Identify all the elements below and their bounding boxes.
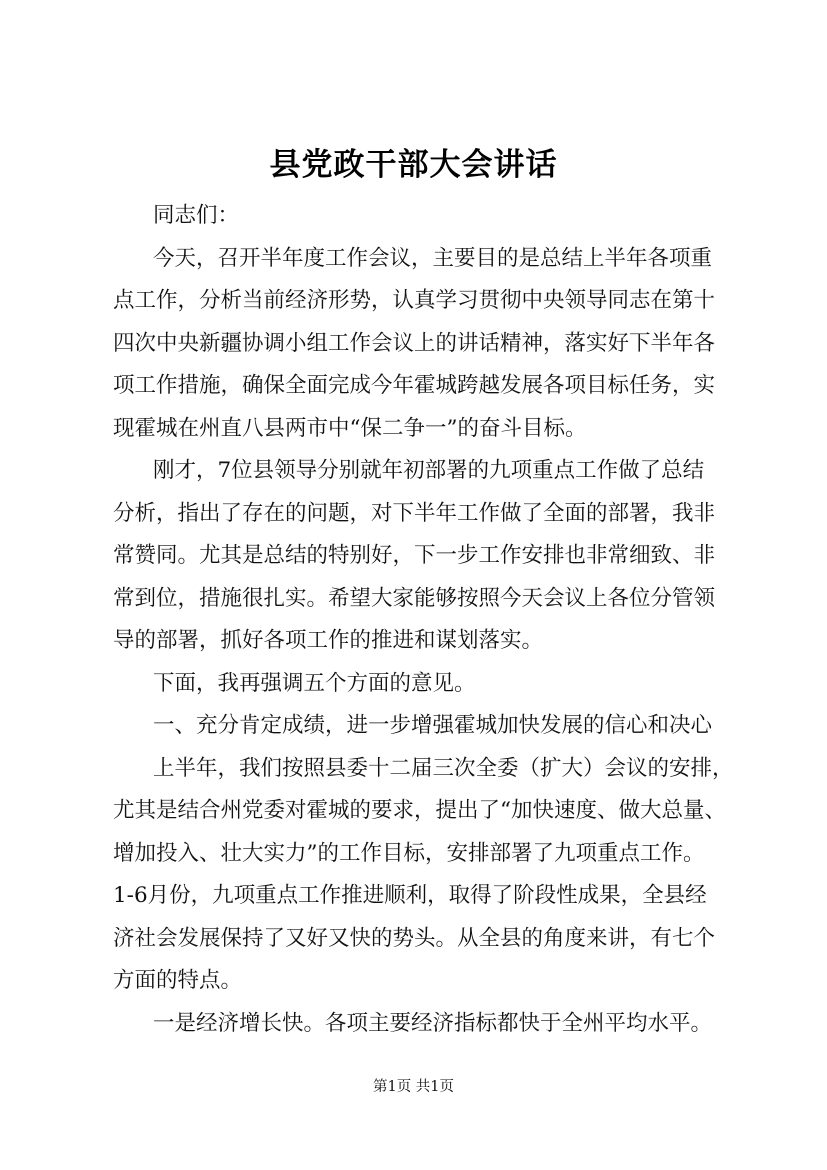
paragraph-line: 下面，我再强调五个方面的意见。 xyxy=(153,670,476,696)
paragraph-line: 方面的特点。 xyxy=(113,968,243,993)
paragraph-line: 尤其是结合州党委对霍城的要求，提出了“加快速度、做大总量、 xyxy=(113,798,726,823)
paragraph-line: 上半年，我们按照县委十二届三次全委（扩大）会议的安排， xyxy=(153,755,734,781)
paragraph-line: 1-6月份，九项重点工作推进顺利，取得了阶段性成果，全县经 xyxy=(113,883,707,908)
paragraph-line: 增加投入、壮大实力”的工作目标，安排部署了九项重点工作。 xyxy=(113,840,705,866)
document-body xyxy=(113,195,737,1045)
paragraph-line: 常到位，措施很扎实。希望大家能够按照今天会议上各位分管领 xyxy=(113,585,716,611)
paragraph-line: 济社会发展保持了又好又快的势头。从全县的角度来讲，有七个 xyxy=(113,925,716,951)
paragraph-line: 分析，指出了存在的问题，对下半年工作做了全面的部署，我非 xyxy=(113,500,716,526)
page-footer: 第1页 共1页 xyxy=(372,1079,455,1095)
section-heading: 一、充分肯定成绩，进一步增强霍城加快发展的信心和决心 xyxy=(153,713,713,738)
paragraph-line: 今天，召开半年度工作会议，主要目的是总结上半年各项重 xyxy=(153,245,713,271)
paragraph-line: 现霍城在州直八县两市中“保二争一”的奋斗目标。 xyxy=(113,415,587,441)
salutation-line: 同志们： xyxy=(153,203,240,228)
paragraph-line: 常赞同。尤其是总结的特别好，下一步工作安排也非常细致、非 xyxy=(113,543,716,568)
document-title: 县党政干部大会讲话 xyxy=(269,147,558,183)
paragraph-line: 项工作措施，确保全面完成今年霍城跨越发展各项目标任务，实 xyxy=(113,373,716,398)
paragraph-line: 刚才，7位县领导分别就年初部署的九项重点工作做了总结 xyxy=(153,458,705,483)
paragraph-line: 一是经济增长快。各项主要经济指标都快于全州平均水平。 xyxy=(153,1010,713,1036)
paragraph-line: 点工作，分析当前经济形势，认真学习贯彻中央领导同志在第十 xyxy=(113,288,716,313)
paragraph-line: 导的部署，抓好各项工作的推进和谋划落实。 xyxy=(113,628,544,653)
paragraph-line: 四次中央新疆协调小组工作会议上的讲话精神，落实好下半年各 xyxy=(113,330,716,356)
